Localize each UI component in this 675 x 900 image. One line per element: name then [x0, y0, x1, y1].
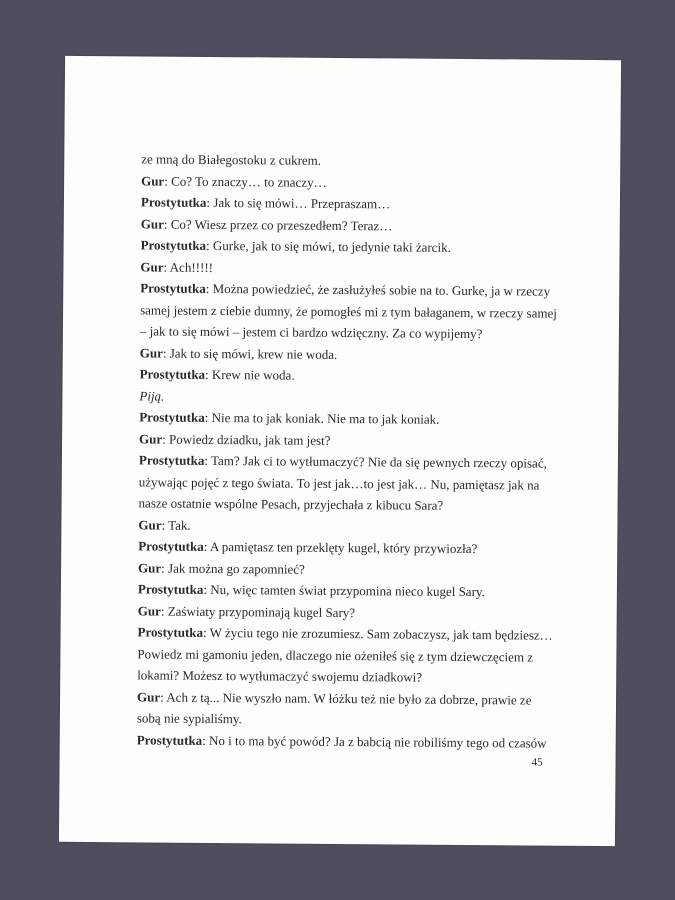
line-text: sobą nie sypialiśmy. [136, 710, 242, 727]
dialogue-line [141, 148, 561, 173]
line-text: : Powiedz dziadku, jak tam jest? [162, 431, 331, 448]
line-text: : W życiu tego nie zrozumiesz. Sam zobaczysz, jak tam będziesz… [202, 624, 553, 643]
stage-direction-text: Piją. [139, 387, 165, 404]
dialogue-line [140, 363, 560, 388]
line-text: nasze ostatnie wspólne Pesach, przyjechała z kibucu Sara? [138, 495, 444, 513]
dialogue-line [138, 578, 558, 603]
line-text: : Można powiedzieć, że zasłużyłeś sobie na to. Gurke, ja w rzeczy [205, 280, 551, 299]
page-number: 45 [531, 756, 543, 769]
speaker-name: Gur [141, 172, 165, 189]
line-text: : Nu, więc tamten świat przypomina nieco kugel Sary. [203, 581, 485, 600]
dialogue-line [140, 320, 560, 345]
dialogue-line [137, 664, 557, 689]
dialogue-line [139, 406, 559, 431]
line-text: : Jak to się mówi, krew nie woda. [162, 345, 338, 362]
dialogue-body [137, 148, 562, 753]
line-text: ze mną do Białegostoku z cukrem. [141, 151, 322, 168]
speaker-name: Gur [138, 516, 162, 533]
line-text: : Krew nie woda. [205, 366, 295, 383]
line-text: używając pojęć z tego świata. To jest jak…to jest jak… Nu, pamiętasz jak na [138, 473, 540, 493]
speaker-name: Gur [137, 602, 161, 619]
line-text: : Tam? Jak ci to wytłumaczyć? Nie da się pewnych rzeczy opisać, [204, 452, 547, 471]
line-text: : Zaświaty przypominają kugel Sary? [160, 603, 356, 620]
speaker-name: Gur [138, 559, 162, 576]
dialogue-line [137, 621, 557, 646]
dialogue-line [139, 449, 559, 474]
speaker-name: Prostytutka [138, 538, 204, 554]
dialogue-line [141, 234, 561, 259]
line-text: : Co? Wiesz przez co przeszedłem? Teraz… [163, 216, 393, 233]
line-text: : Nie ma to jak koniak. Nie ma to jak koniak. [204, 409, 440, 427]
speaker-name: Prostytutka [138, 452, 205, 468]
dialogue-line [137, 729, 557, 754]
dialogue-line [138, 492, 558, 517]
line-text: : Co? To znaczy… to znaczy… [164, 173, 327, 190]
speaker-name: Prostytutka [139, 409, 205, 425]
dialogue-line [141, 191, 561, 216]
speaker-name: Gur [140, 215, 164, 232]
dialogue-line [137, 707, 557, 732]
speaker-name: Prostytutka [137, 581, 204, 597]
line-text: Powiedz mi gamoniu jeden, dlaczego nie ożeniłeś się z tym dziewczęciem z [137, 645, 534, 665]
speaker-name: Prostytutka [140, 194, 207, 210]
line-text: : No i to ma być powód? Ja z babcią nie robiliśmy tego od czasów [202, 732, 547, 751]
dialogue-line [140, 277, 560, 302]
speaker-name: Prostytutka [140, 280, 206, 296]
speaker-name: Gur [140, 258, 164, 275]
line-text: – jak to się mówi – jestem ci bardzo wdzięczny. Za co wypijemy? [139, 323, 483, 342]
speaker-name: Gur [137, 688, 161, 705]
document-page [59, 56, 621, 846]
line-text: : Tak. [161, 517, 191, 533]
speaker-name: Prostytutka [140, 237, 207, 253]
line-text: lokami? Możesz to wytłumaczyć swojemu dziadkowi? [137, 667, 423, 685]
dialogue-line [138, 535, 558, 560]
speaker-name: Prostytutka [139, 366, 206, 382]
speaker-name: Prostytutka [136, 731, 203, 748]
line-text: : Jak to się mówi… Przepraszam… [206, 194, 391, 212]
line-text: : Ach z tą... Nie wyszło nam. W łóżku też nie było za dobrze, prawie ze [160, 689, 532, 708]
line-text: samej jestem z ciebie dumny, że pomogłeś mi z tym bałaganem, w rzeczy samej [140, 301, 557, 321]
speaker-name: Gur [139, 430, 163, 447]
speaker-name: Prostytutka [137, 624, 204, 640]
line-text: : Ach!!!!! [163, 259, 214, 275]
line-text: : Gurke, jak to się mówi, to jedynie taki żarcik. [206, 237, 451, 255]
speaker-name: Gur [139, 344, 163, 361]
line-text: : A pamiętasz ten przeklęty kugel, który przywiozła? [203, 538, 478, 557]
line-text: : Jak można go zapomnieć? [161, 560, 305, 577]
